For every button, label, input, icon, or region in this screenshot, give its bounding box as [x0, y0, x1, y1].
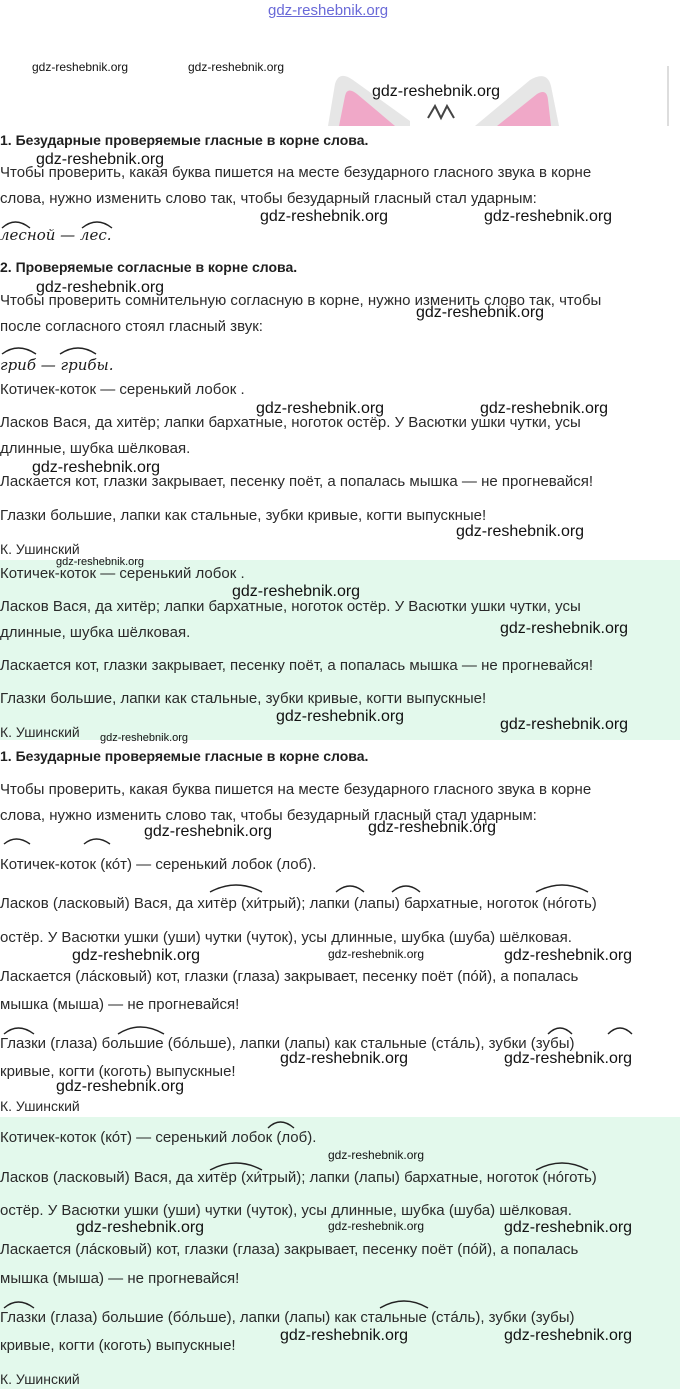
answer-line: остёр. У Васютки ушки (уши) чутки (чуток), усы длинные, шубка (шуба) шёлковая. [0, 1202, 572, 1219]
poem-line: Ласков Вася, да хитёр; лапки бархатные, ноготок остёр. У Васютки ушки чутки, усы [0, 414, 581, 431]
watermark: gdz-reshebnik.org [372, 83, 501, 100]
answer-line: Глазки (глаза) большие (бóльше), лапки (лапы) как стальные (стáль), зубки (зубы) [0, 1035, 575, 1052]
watermark: gdz-reshebnik.org [280, 1327, 409, 1344]
root-arcs [0, 832, 120, 846]
answer-author: К. Ушинский [0, 1098, 80, 1114]
answer-line: мышка (мыша) — не прогневайся! [0, 996, 240, 1013]
root-arcs [0, 342, 120, 356]
watermark: gdz-reshebnik.org [232, 583, 361, 600]
watermark: gdz-reshebnik.org [76, 1219, 205, 1236]
watermark: gdz-reshebnik.org [480, 400, 609, 417]
watermark: gdz-reshebnik.org [280, 1050, 409, 1067]
poem-author: К. Ушинский [0, 541, 80, 557]
watermark: gdz-reshebnik.org [32, 459, 161, 476]
section-1-example: лесной — лес. [0, 226, 112, 244]
watermark: gdz-reshebnik.org [500, 716, 629, 733]
section-1-text: слова, нужно изменить слово так, чтобы безударный гласный стал ударным: [0, 807, 537, 824]
root-arcs [0, 1020, 680, 1036]
watermark: gdz-reshebnik.org [144, 823, 273, 840]
answer-line: кривые, когти (коготь) выпускные! [0, 1063, 236, 1080]
watermark: gdz-reshebnik.org [276, 708, 405, 725]
watermark: gdz-reshebnik.org [456, 523, 585, 540]
watermark: gdz-reshebnik.org [328, 947, 425, 961]
answer-line: мышка (мыша) — не прогневайся! [0, 1270, 240, 1287]
answer-line: остёр. У Васютки ушки (уши) чутки (чуток), усы длинные, шубка (шуба) шёлковая. [0, 929, 572, 946]
watermark: gdz-reshebnik.org [484, 208, 613, 225]
answer-line: Ласкается (лáсковый) кот, глазки (глаза) закрывает, песенку поёт (пóй), а попалась [0, 1241, 579, 1258]
section-2-text: после согласного стоял гласный звук: [0, 318, 263, 335]
answer-line: кривые, когти (коготь) выпускные! [0, 1337, 236, 1354]
poem-line: Глазки большие, лапки как стальные, зубки кривые, когти выпускные! [0, 690, 487, 707]
root-arcs [0, 1114, 680, 1130]
poem-line: длинные, шубка шёлковая. [0, 440, 191, 457]
poem-author: К. Ушинский [0, 724, 80, 740]
section-2-heading: 2. Проверяемые согласные в корне слова. [0, 259, 298, 275]
poem-line: длинные, шубка шёлковая. [0, 624, 191, 641]
watermark: gdz-reshebnik.org [328, 1219, 425, 1233]
watermark: gdz-reshebnik.org [36, 279, 165, 296]
root-arcs [0, 1294, 680, 1310]
watermark: gdz-reshebnik.org [256, 400, 385, 417]
watermark: gdz-reshebnik.org [100, 732, 189, 744]
watermark: gdz-reshebnik.org [504, 947, 633, 964]
answer-line: Ласков (ласковый) Вася, да хитёр (хи́трый); лапки (лапы) бархатные, ноготок (нóготь) [0, 895, 597, 912]
top-watermark[interactable]: gdz-reshebnik.org [268, 2, 389, 19]
watermark: gdz-reshebnik.org [416, 304, 545, 321]
answer-line: Ласкается (лáсковый) кот, глазки (глаза) закрывает, песенку поёт (пóй), а попалась [0, 968, 579, 985]
section-2-text: Чтобы проверить сомнительную согласную в корне, нужно изменить слово так, чтобы [0, 292, 602, 309]
watermark: gdz-reshebnik.org [56, 556, 145, 568]
section-1-text: слова, нужно изменить слово так, чтобы безударный гласный стал ударным: [0, 190, 537, 207]
poem-line: Ласкается кот, глазки закрывает, песенку поёт, а попалась мышка — не прогневайся! [0, 657, 594, 674]
answer-author: К. Ушинский [0, 1371, 80, 1387]
poem-line: Ласкается кот, глазки закрывает, песенку поёт, а попалась мышка — не прогневайся! [0, 473, 594, 490]
section-1-text: Чтобы проверить, какая буква пишется на месте безударного гласного звука в корне [0, 781, 592, 798]
watermark: gdz-reshebnik.org [260, 208, 389, 225]
answer-line: Котичек-коток (кóт) — серенький лобок (лоб). [0, 856, 317, 873]
watermark: gdz-reshebnik.org [328, 1148, 425, 1162]
answer-line: Ласков (ласковый) Вася, да хитёр (хи́трый); лапки (лапы) бархатные, ноготок (нóготь) [0, 1169, 597, 1186]
section-1-heading: 1. Безударные проверяемые гласные в корне слова. [0, 748, 369, 764]
watermark: gdz-reshebnik.org [500, 620, 629, 637]
poem-line: Котичек-коток — серенький лобок . [0, 565, 245, 582]
watermark: gdz-reshebnik.org [36, 151, 165, 168]
watermark: gdz-reshebnik.org [72, 947, 201, 964]
section-1-text: Чтобы проверить, какая буква пишется на месте безударного гласного звука в корне [0, 164, 592, 181]
answer-line: Глазки (глаза) большие (бóльше), лапки (лапы) как стальные (стáль), зубки (зубы) [0, 1309, 575, 1326]
watermark: gdz-reshebnik.org [32, 60, 129, 74]
watermark: gdz-reshebnik.org [504, 1219, 633, 1236]
section-2-example: гриб — грибы. [0, 356, 114, 374]
watermark: gdz-reshebnik.org [56, 1078, 185, 1095]
poem-line: Ласков Вася, да хитёр; лапки бархатные, ноготок остёр. У Васютки ушки чутки, усы [0, 598, 581, 615]
watermark: gdz-reshebnik.org [504, 1050, 633, 1067]
section-1-heading: 1. Безударные проверяемые гласные в корне слова. [0, 132, 369, 148]
answer-line: Котичек-коток (кóт) — серенький лобок (лоб). [0, 1129, 317, 1146]
watermark: gdz-reshebnik.org [188, 60, 285, 74]
watermark: gdz-reshebnik.org [368, 819, 497, 836]
poem-line: Глазки большие, лапки как стальные, зубки кривые, когти выпускные! [0, 507, 487, 524]
poem-line: Котичек-коток — серенький лобок . [0, 381, 245, 398]
watermark: gdz-reshebnik.org [504, 1327, 633, 1344]
